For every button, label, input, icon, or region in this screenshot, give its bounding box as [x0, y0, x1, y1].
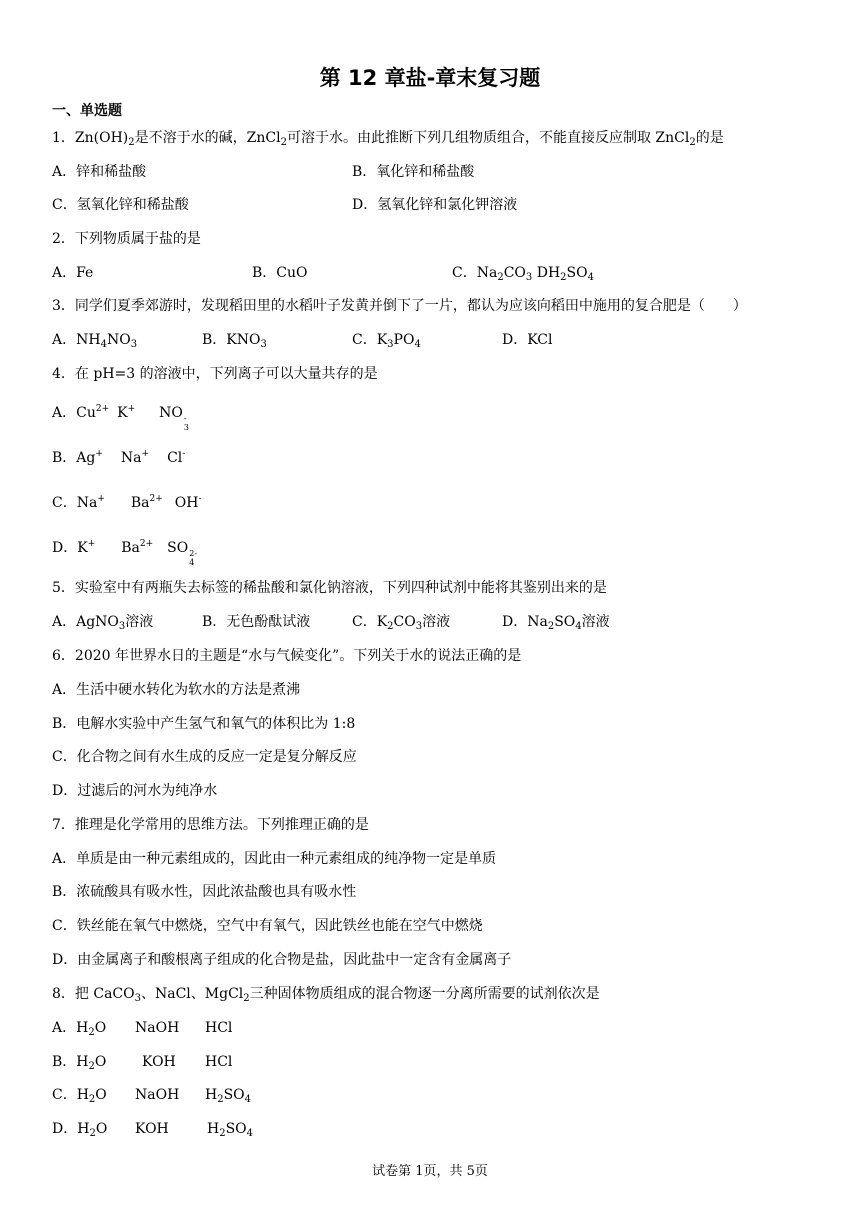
question-8-option-d-reagent-2: KOH: [135, 1121, 169, 1137]
question-6-stem: 6．2020 年世界水日的主题是“水与气候变化”。下列关于水的说法正确的是: [52, 648, 522, 664]
question-3-option-b: B．$KNO_3$: [202, 332, 267, 350]
question-7-option-c: C．铁丝能在氧气中燃烧，空气中有氧气，因此铁丝也能在空气中燃烧: [52, 918, 483, 934]
question-3-option-d: D．KCl: [502, 332, 553, 348]
question-4-option-a: A．$Cu^{2+}$ K+ NO - 3: [52, 404, 189, 432]
question-1-option-a: A．锌和稀盐酸: [52, 164, 147, 180]
question-4-option-b: B．Ag+ Na+ Cl-: [52, 449, 186, 466]
question-1-stem: 1．$Zn(OH)_2$是不溶于水的碱，ZnCl$_2$可溶于水。由此推断下列几组物质组合，不能直接反应制取 ZnCl$_2$的是: [52, 130, 724, 148]
page-footer: 试卷第 1页，共 5页: [372, 1164, 488, 1179]
question-7-stem: 7．推理是化学常用的思维方法。下列推理正确的是: [52, 817, 369, 833]
question-5-stem: 5．实验室中有两瓶失去标签的稀盐酸和氯化钠溶液，下列四种试剂中能将其鉴别出来的是: [52, 580, 607, 596]
question-5-option-a: A．AgNO$_3$溶液: [52, 614, 154, 632]
question-8-option-b: B．$H_2O$: [52, 1054, 107, 1072]
question-8-option-a-reagent-2: NaOH: [135, 1020, 180, 1036]
question-8-option-b-reagent-2: KOH: [142, 1054, 176, 1070]
question-1-option-c: C．氢氧化锌和稀盐酸: [52, 197, 189, 213]
question-5-option-b: B．无色酚酞试液: [202, 614, 311, 630]
page-title: 第 12 章盐-章末复习题: [319, 66, 541, 90]
question-3-option-c: C．$K_3PO_4$: [352, 332, 421, 350]
question-5-option-d: D．$Na_2SO_4$溶液: [502, 614, 610, 632]
question-7-option-a: A．单质是由一种元素组成的，因此由一种元素组成的纯净物一定是单质: [52, 851, 497, 867]
question-6-option-d: D．过滤后的河水为纯净水: [52, 783, 218, 799]
question-8-option-a-reagent-3: HCl: [205, 1020, 233, 1036]
question-2-option-c: C．$Na_2CO_3$ $DH_2SO_4$: [452, 265, 594, 283]
question-7-option-b: B．浓硫酸具有吸水性，因此浓盐酸也具有吸水性: [52, 884, 357, 900]
question-8-stem: 8．把 CaCO$_3$、NaCl、MgCl$_2$三种固体物质组成的混合物逐一分离所需要的试剂依次是: [52, 986, 600, 1004]
question-3-stem: 3．同学们夏季郊游时，发现稻田里的水稻叶子发黄并倒下了一片，都认为应该向稻田中施用的复合肥是（ ）: [52, 298, 747, 314]
question-7-option-d: D．由金属离子和酸根离子组成的化合物是盐，因此盐中一定含有金属离子: [52, 952, 512, 968]
question-4-stem: 4．在 pH=3 的溶液中，下列离子可以大量共存的是: [52, 366, 378, 382]
question-8-option-d-reagent-3: $H_2SO_4$: [207, 1121, 254, 1139]
question-2-option-b: B．CuO: [252, 265, 308, 281]
question-2-option-a: A．Fe: [52, 265, 94, 281]
question-8-option-c: C．$H_2O$: [52, 1087, 107, 1105]
question-2-stem: 2．下列物质属于盐的是: [52, 231, 201, 247]
question-3-option-a: A．$NH_4NO_3$: [52, 332, 138, 350]
question-8-option-b-reagent-3: HCl: [205, 1054, 233, 1070]
question-8-option-c-reagent-2: NaOH: [135, 1087, 180, 1103]
question-4-option-d: D．K+ $Ba^{2+}$ SO 2- 4: [52, 539, 198, 567]
section-heading: 一、单选题: [52, 103, 122, 119]
question-4-option-c: C．Na+ $Ba^{2+}$ OH-: [52, 494, 202, 511]
question-5-option-c: C．$K_2CO_3$溶液: [352, 614, 451, 632]
question-1-option-d: D．氢氧化锌和氯化钾溶液: [352, 197, 518, 213]
question-6-option-b: B．电解水实验中产生氢气和氧气的体积比为 1:8: [52, 716, 356, 732]
question-8-option-d: D．$H_2O$: [52, 1121, 108, 1139]
question-1-option-b: B．氧化锌和稀盐酸: [352, 164, 475, 180]
question-8-option-a: A．$H_2O$: [52, 1020, 107, 1038]
question-6-option-a: A．生活中硬水转化为软水的方法是煮沸: [52, 682, 301, 698]
question-8-option-c-reagent-3: $H_2SO_4$: [205, 1087, 252, 1105]
question-6-option-c: C．化合物之间有水生成的反应一定是复分解反应: [52, 749, 357, 765]
